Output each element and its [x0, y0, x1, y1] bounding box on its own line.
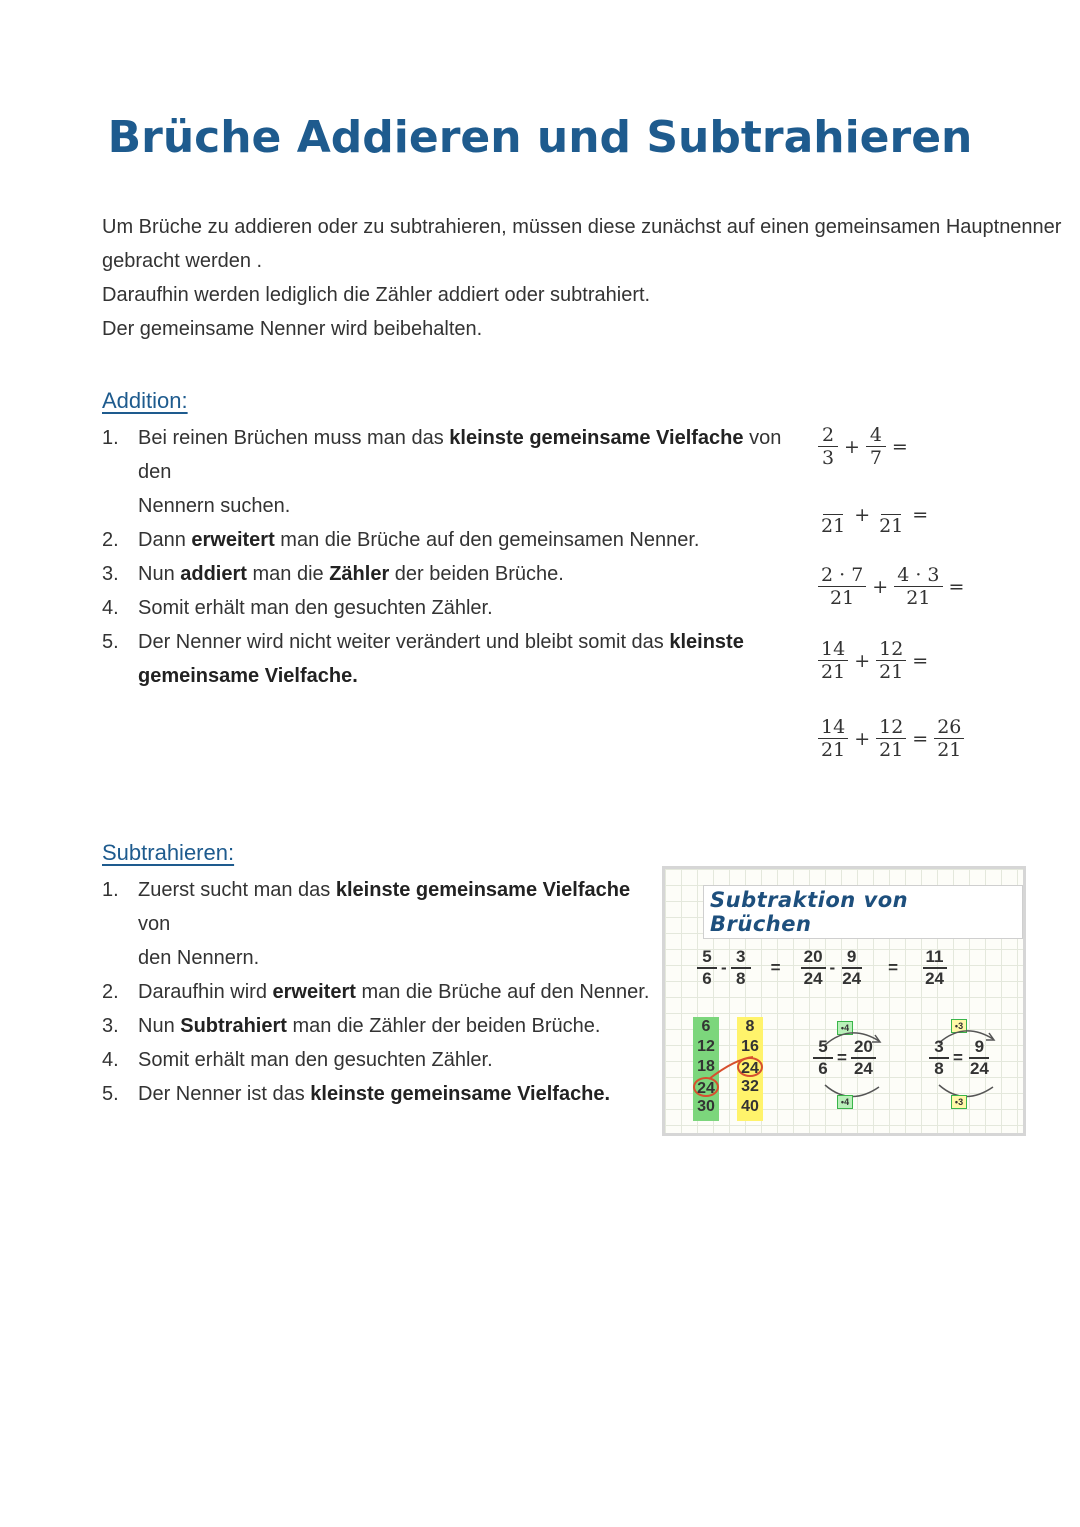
numerator: 4 · 3 — [894, 564, 942, 587]
numerator: 14 — [818, 716, 848, 739]
minus-sign: - — [721, 958, 727, 977]
fraction — [813, 1037, 833, 1079]
step-text: Bei reinen Brüchen muss man das — [138, 427, 450, 449]
subtraction-steps — [102, 873, 652, 1111]
step-text: Nun — [138, 563, 181, 585]
subtraction-step-5 — [102, 1077, 652, 1111]
multiple: 6 — [701, 1018, 711, 1035]
denominator: 24 — [969, 1059, 989, 1078]
arc-arrow-icon — [815, 1081, 895, 1105]
numerator: 5 — [697, 947, 717, 969]
step-emphasis: kleinste — [669, 631, 744, 653]
denominator: 24 — [853, 1059, 873, 1078]
intro-paragraph — [102, 210, 1062, 346]
denominator: 24 — [925, 969, 944, 988]
fraction — [967, 1037, 992, 1079]
fraction — [818, 716, 848, 761]
fraction — [934, 716, 964, 761]
multiple: 30 — [697, 1098, 715, 1115]
fraction — [697, 947, 717, 989]
common-multiple-circle: 24 — [693, 1077, 719, 1097]
step-emphasis: Subtrahiert — [180, 1015, 287, 1037]
left-extension — [811, 1037, 878, 1079]
figure-equation — [695, 947, 949, 989]
operator: + — [854, 727, 871, 750]
equals-sign: = — [953, 1048, 963, 1067]
multiply-tag: •4 — [837, 1095, 853, 1109]
step-text: Der Nenner ist das — [138, 1083, 311, 1105]
right-extension — [927, 1037, 994, 1079]
intro-line: gebracht werden . — [102, 250, 263, 272]
numerator — [881, 492, 901, 515]
fraction — [731, 947, 751, 989]
denominator: 21 — [937, 739, 962, 761]
intro-line: Daraufhin werden lediglich die Zähler addiert oder subtrahiert. — [102, 284, 651, 306]
numerator: 9 — [969, 1037, 989, 1059]
fraction — [866, 424, 886, 469]
equals-sign: = — [948, 575, 965, 598]
arc-arrow-icon — [929, 1081, 1009, 1105]
denominator: 7 — [869, 447, 882, 469]
fraction — [818, 492, 848, 537]
numerator: 14 — [818, 638, 848, 661]
denominator: 3 — [821, 447, 835, 469]
step-emphasis: kleinste gemeinsame Vielfache. — [310, 1083, 611, 1105]
fraction — [818, 638, 848, 683]
denominator: 8 — [735, 969, 746, 988]
equals-sign: = — [888, 958, 899, 977]
addition-steps — [102, 421, 792, 693]
denominator: 21 — [879, 661, 904, 683]
step-emphasis: Zähler — [329, 563, 390, 585]
fraction — [876, 492, 906, 537]
step-text: den Nennern. — [138, 947, 260, 969]
multiple: 40 — [741, 1098, 759, 1115]
denominator: 24 — [803, 969, 823, 988]
multiple: 12 — [697, 1038, 715, 1055]
step-text: Somit erhält man den gesuchten Zähler. — [138, 1049, 493, 1071]
numerator: 5 — [813, 1037, 833, 1059]
denominator: 6 — [702, 969, 712, 988]
denominator: 21 — [830, 587, 855, 609]
fraction — [876, 638, 906, 683]
step-number: 1. — [102, 427, 119, 449]
fraction — [839, 947, 864, 989]
multiple: 32 — [741, 1078, 759, 1095]
math-row-1 — [816, 424, 912, 469]
denominator: 21 — [821, 739, 846, 761]
numerator: 12 — [876, 716, 906, 739]
subtraction-figure — [662, 866, 1026, 1136]
page-title: Brüche Addieren und Subtrahieren — [107, 112, 973, 163]
fraction — [929, 1037, 949, 1079]
step-text: Nennern suchen. — [138, 495, 291, 517]
operator: + — [872, 575, 889, 598]
numerator: 3 — [731, 947, 751, 969]
step-text: von den — [138, 427, 782, 483]
subtraction-step-1 — [102, 873, 652, 975]
equals-sign: = — [770, 958, 781, 977]
numerator: 20 — [801, 947, 826, 969]
step-text: Dann — [138, 529, 192, 551]
addition-heading: Addition: — [102, 388, 188, 413]
step-text: man die Brüche auf den Nenner. — [355, 981, 650, 1003]
multiply-tag: •3 — [951, 1095, 967, 1109]
addition-step-5 — [102, 625, 792, 693]
numerator: 9 — [842, 947, 862, 969]
operator: + — [854, 649, 871, 672]
equals-sign: = — [912, 727, 929, 750]
denominator: 8 — [934, 1059, 944, 1078]
denominator: 21 — [906, 587, 931, 609]
numerator — [823, 492, 843, 515]
step-emphasis: erweitert — [272, 981, 356, 1003]
step-text: Somit erhält man den gesuchten Zähler. — [138, 597, 493, 619]
step-number: 5. — [102, 631, 119, 653]
fraction — [818, 564, 866, 609]
subtraction-heading: Subtrahieren: — [102, 840, 235, 865]
step-emphasis: kleinste gemeinsame Vielfache — [335, 879, 631, 901]
numerator: 20 — [851, 1037, 876, 1059]
math-row-4 — [816, 638, 932, 683]
math-row-3 — [816, 564, 968, 609]
step-text: von — [138, 913, 171, 935]
numerator: 2 — [818, 424, 838, 447]
intro-line: Um Brüche zu addieren oder zu subtrahieren, müssen diese zunächst auf einen gemeinsamen Hauptnenner — [102, 216, 1062, 238]
figure-title: Subtraktion von Brüchen — [703, 885, 1023, 939]
numerator: 3 — [929, 1037, 949, 1059]
intro-line: Der gemeinsame Nenner wird beibehalten. — [102, 318, 483, 340]
step-text: Nun — [138, 1015, 181, 1037]
denominator: 21 — [821, 515, 846, 537]
multiple: 18 — [697, 1058, 715, 1075]
step-text: man die Zähler der beiden Brüche. — [286, 1015, 601, 1037]
subtraction-step-2 — [102, 975, 652, 1009]
fraction — [876, 716, 906, 761]
addition-step-1 — [102, 421, 792, 523]
fraction — [851, 1037, 876, 1079]
equals-sign: = — [912, 649, 929, 672]
equals-sign: = — [891, 435, 908, 458]
step-number: 3. — [102, 1015, 119, 1037]
step-text: man die Brüche auf den gemeinsamen Nenner. — [274, 529, 700, 551]
step-number: 4. — [102, 1049, 119, 1071]
subtraction-step-3 — [102, 1009, 652, 1043]
multiply-tag: •3 — [951, 1019, 967, 1033]
step-emphasis: kleinste gemeinsame Vielfache — [449, 427, 744, 449]
step-text: Zuerst sucht man das — [138, 879, 336, 901]
equals-sign: = — [912, 503, 929, 526]
numerator: 11 — [923, 947, 947, 969]
addition-step-4 — [102, 591, 792, 625]
step-number: 4. — [102, 597, 119, 619]
multiple: 16 — [741, 1038, 759, 1055]
denominator: 24 — [842, 969, 862, 988]
step-text: man die — [246, 563, 330, 585]
step-number: 2. — [102, 529, 119, 551]
common-multiple-circle: 24 — [737, 1057, 763, 1077]
step-number: 5. — [102, 1083, 119, 1105]
fraction — [894, 564, 942, 609]
addition-step-3 — [102, 557, 792, 591]
numerator: 4 — [866, 424, 886, 447]
denominator: 21 — [879, 515, 904, 537]
operator: + — [844, 435, 860, 458]
math-row-5 — [816, 716, 966, 761]
numerator: 12 — [876, 638, 906, 661]
step-emphasis: addiert — [180, 563, 247, 585]
equals-sign: = — [837, 1048, 847, 1067]
multiple: 8 — [745, 1018, 755, 1035]
step-text: der beiden Brüche. — [389, 563, 564, 585]
step-emphasis: gemeinsame Vielfache. — [138, 665, 358, 687]
denominator: 21 — [879, 739, 904, 761]
step-number: 3. — [102, 563, 119, 585]
step-text: Daraufhin wird — [138, 981, 273, 1003]
math-row-2 — [816, 492, 932, 537]
step-number: 1. — [102, 879, 119, 901]
minus-sign: - — [829, 958, 836, 977]
numerator: 26 — [934, 716, 964, 739]
step-emphasis: erweitert — [191, 529, 275, 551]
fraction — [801, 947, 826, 989]
numerator: 2 · 7 — [818, 564, 866, 587]
operator: + — [854, 503, 871, 526]
subtraction-step-4 — [102, 1043, 652, 1077]
addition-step-2 — [102, 523, 792, 557]
step-text: Der Nenner wird nicht weiter verändert und bleibt somit das — [138, 631, 670, 653]
step-number: 2. — [102, 981, 119, 1003]
connector-line-icon — [705, 1049, 765, 1089]
fraction — [922, 947, 947, 989]
denominator: 21 — [821, 661, 846, 683]
denominator: 6 — [818, 1059, 828, 1078]
fraction — [818, 424, 838, 469]
multiply-tag: •4 — [837, 1021, 853, 1035]
